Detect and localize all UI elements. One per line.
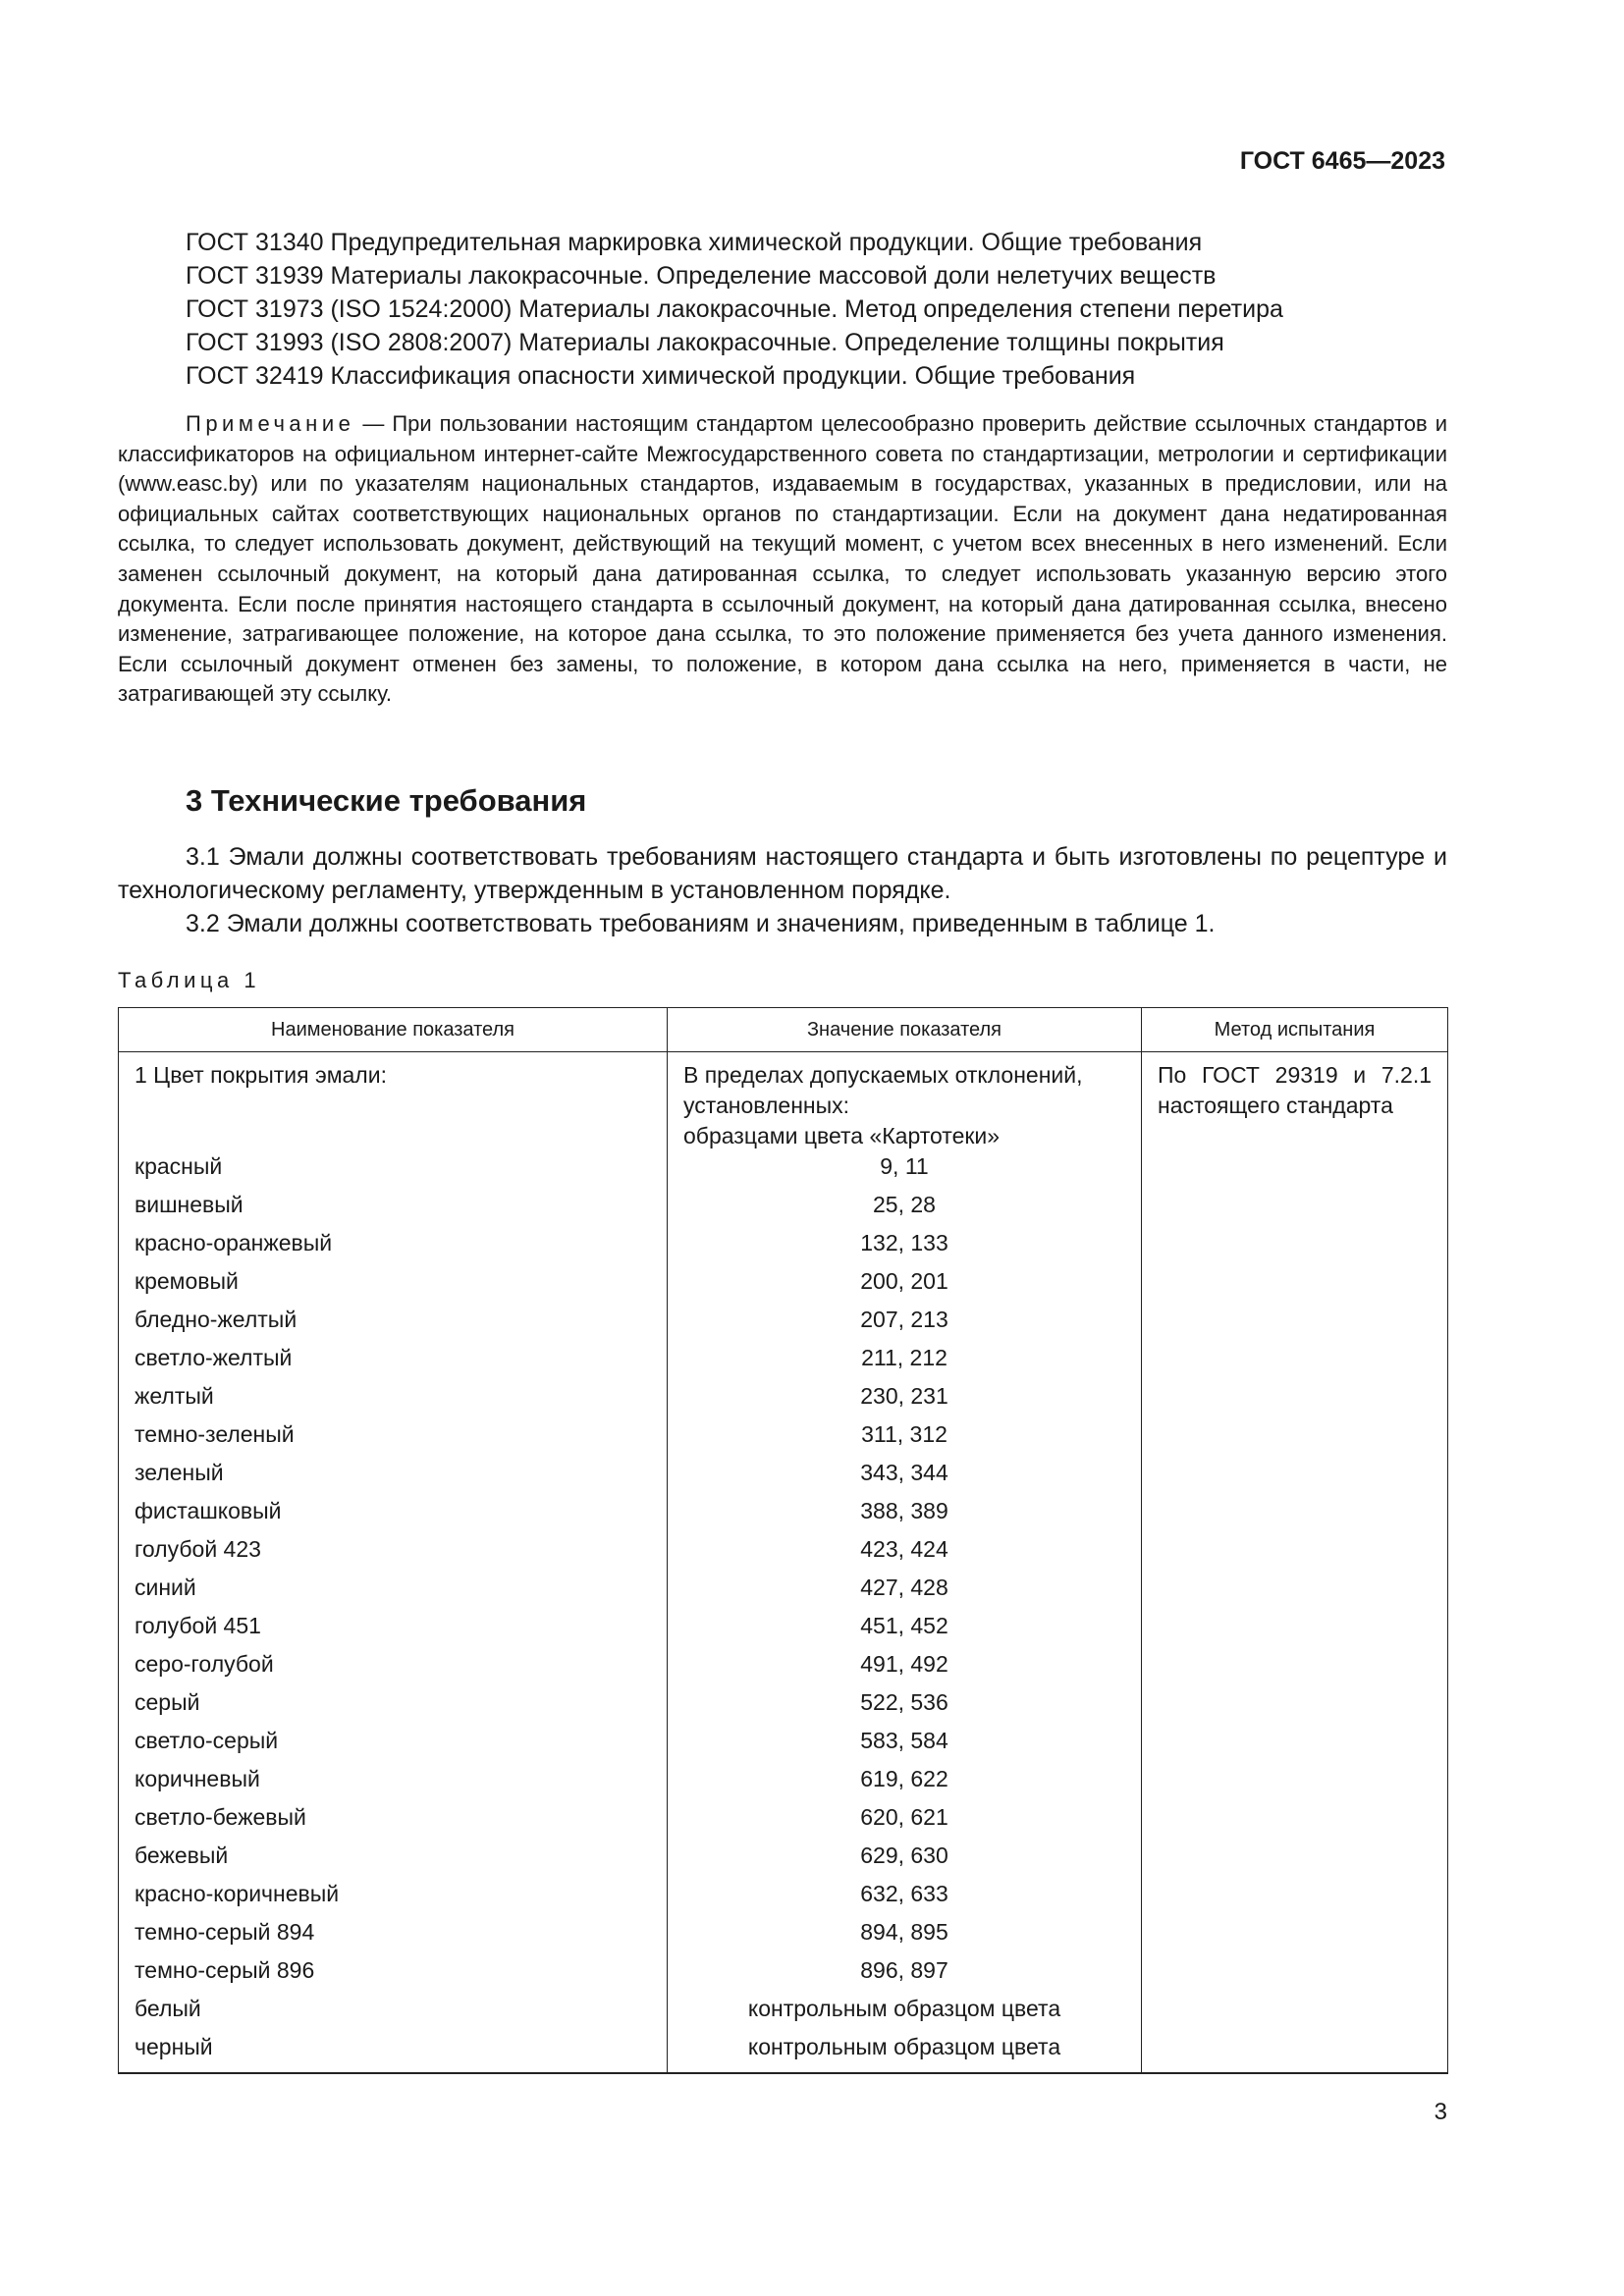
cell-name: серо-голубой bbox=[119, 1649, 668, 1687]
cell-value: 451, 452 bbox=[668, 1611, 1142, 1649]
cell-name: синий bbox=[119, 1573, 668, 1611]
table-row bbox=[119, 1841, 1448, 1879]
table-row bbox=[119, 1802, 1448, 1841]
cell-method bbox=[1142, 1266, 1448, 1305]
table-row bbox=[119, 1151, 1448, 1190]
cell-method: По ГОСТ 29319 и 7.2.1 настоящего стандарта bbox=[1142, 1052, 1448, 1152]
cell-method bbox=[1142, 1955, 1448, 1994]
page-number: 3 bbox=[1434, 2099, 1447, 2125]
cell-name: голубой 451 bbox=[119, 1611, 668, 1649]
table-row bbox=[119, 1764, 1448, 1802]
cell-value: 423, 424 bbox=[668, 1534, 1142, 1573]
table-row bbox=[119, 1496, 1448, 1534]
table-row bbox=[119, 1994, 1448, 2032]
cell-name: вишневый bbox=[119, 1190, 668, 1228]
reference-item: ГОСТ 31340 Предупредительная маркировка химической продукции. Общие требования bbox=[186, 229, 1203, 256]
reference-item: ГОСТ 31973 (ISO 1524:2000) Материалы лакокрасочные. Метод определения степени перетира bbox=[186, 295, 1283, 323]
table-header-row bbox=[119, 1008, 1448, 1052]
cell-name: коричневый bbox=[119, 1764, 668, 1802]
column-header-method: Метод испытания bbox=[1142, 1008, 1448, 1052]
cell-name: бледно-желтый bbox=[119, 1305, 668, 1343]
table-row bbox=[119, 1052, 1448, 1152]
table-row bbox=[119, 1228, 1448, 1266]
reference-item: ГОСТ 31939 Материалы лакокрасочные. Определение массовой доли нелетучих веществ bbox=[186, 262, 1217, 290]
reference-item: ГОСТ 31993 (ISO 2808:2007) Материалы лакокрасочные. Определение толщины покрытия bbox=[186, 329, 1224, 356]
cell-method bbox=[1142, 1190, 1448, 1228]
table-row bbox=[119, 1879, 1448, 1917]
table-row bbox=[119, 1573, 1448, 1611]
section-title: 3 Технические требования bbox=[186, 783, 587, 818]
cell-name: красно-коричневый bbox=[119, 1879, 668, 1917]
cell-value: 211, 212 bbox=[668, 1343, 1142, 1381]
cell-value: 629, 630 bbox=[668, 1841, 1142, 1879]
cell-method bbox=[1142, 1802, 1448, 1841]
cell-value: 230, 231 bbox=[668, 1381, 1142, 1419]
requirements-table bbox=[118, 1007, 1448, 2074]
table-row bbox=[119, 1343, 1448, 1381]
cell-method bbox=[1142, 1726, 1448, 1764]
table-row bbox=[119, 1305, 1448, 1343]
cell-method bbox=[1142, 1611, 1448, 1649]
document-code: ГОСТ 6465—2023 bbox=[1239, 147, 1445, 175]
cell-value: 632, 633 bbox=[668, 1879, 1142, 1917]
cell-method bbox=[1142, 1649, 1448, 1687]
cell-method bbox=[1142, 1573, 1448, 1611]
cell-value: 132, 133 bbox=[668, 1228, 1142, 1266]
note-block bbox=[118, 409, 1447, 710]
table-row bbox=[119, 1419, 1448, 1458]
cell-value: контрольным образцом цвета bbox=[668, 2032, 1142, 2073]
table-row bbox=[119, 1266, 1448, 1305]
cell-method bbox=[1142, 1917, 1448, 1955]
cell-name: 1 Цвет покрытия эмали: bbox=[119, 1052, 668, 1152]
cell-method bbox=[1142, 1879, 1448, 1917]
cell-method bbox=[1142, 1841, 1448, 1879]
note-label: Примечание bbox=[186, 411, 355, 436]
table-row bbox=[119, 1190, 1448, 1228]
table-row bbox=[119, 1458, 1448, 1496]
cell-method bbox=[1142, 1419, 1448, 1458]
cell-method bbox=[1142, 1458, 1448, 1496]
cell-value: 9, 11 bbox=[668, 1151, 1142, 1190]
note-text: — При пользовании настоящим стандартом целесообразно проверить действие ссылочных стандартов и классификаторов на официальном интернет-сайте Межгосударственного совета по стандартизации, метрологии и сертификации (www.easc.by) или по указателям национальных стандартов, издаваемым в государствах, указанных в предисловии, или на официальных сайтах соответствующих национальных органов по стандартизации. Если на документ дана недатированная ссылка, то следует использовать документ, действующий на текущий момент, с учетом всех внесенных в него изменений. Если заменен ссылочный документ, на который дана датированная ссылка, то следует использовать указанную версию этого документа. Если после принятия настоящего стандарта в ссылочный документ, на который дана датированная ссылка, внесено изменение, затрагивающее положение, на которое дана ссылка, то это положение применяется без учета данного изменения. Если ссылочный документ отменен без замены, то положение, в котором дана ссылка на него, применяется в части, не затрагивающей эту ссылку. bbox=[118, 411, 1447, 707]
cell-value: контрольным образцом цвета bbox=[668, 1994, 1142, 2032]
cell-value: В пределах допускаемых отклонений, установленных: образцами цвета «Картотеки» bbox=[668, 1052, 1142, 1152]
cell-name: красно-оранжевый bbox=[119, 1228, 668, 1266]
cell-value: 207, 213 bbox=[668, 1305, 1142, 1343]
cell-method bbox=[1142, 1994, 1448, 2032]
cell-name: кремовый bbox=[119, 1266, 668, 1305]
cell-name: светло-серый bbox=[119, 1726, 668, 1764]
cell-value: 619, 622 bbox=[668, 1764, 1142, 1802]
table-row bbox=[119, 1381, 1448, 1419]
cell-value: 583, 584 bbox=[668, 1726, 1142, 1764]
table-row bbox=[119, 1649, 1448, 1687]
cell-method bbox=[1142, 2032, 1448, 2073]
cell-method bbox=[1142, 1343, 1448, 1381]
table-row bbox=[119, 1687, 1448, 1726]
paragraph-3-1: 3.1 Эмали должны соответствовать требованиям настоящего стандарта и быть изготовлены по рецептуре и технологическому регламенту, утвержденным в установленном порядке. bbox=[118, 843, 1447, 904]
table-row bbox=[119, 1955, 1448, 1994]
column-header-name: Наименование показателя bbox=[119, 1008, 668, 1052]
cell-name: темно-серый 894 bbox=[119, 1917, 668, 1955]
reference-item: ГОСТ 32419 Классификация опасности химической продукции. Общие требования bbox=[186, 362, 1136, 390]
cell-name: фисташковый bbox=[119, 1496, 668, 1534]
cell-name: светло-бежевый bbox=[119, 1802, 668, 1841]
cell-name: белый bbox=[119, 1994, 668, 2032]
cell-value: 200, 201 bbox=[668, 1266, 1142, 1305]
cell-value: 620, 621 bbox=[668, 1802, 1142, 1841]
table-row bbox=[119, 1534, 1448, 1573]
cell-name: желтый bbox=[119, 1381, 668, 1419]
cell-name: голубой 423 bbox=[119, 1534, 668, 1573]
cell-name: красный bbox=[119, 1151, 668, 1190]
paragraph-3-2: 3.2 Эмали должны соответствовать требованиям и значениям, приведенным в таблице 1. bbox=[186, 910, 1216, 937]
cell-value: 343, 344 bbox=[668, 1458, 1142, 1496]
cell-name: светло-желтый bbox=[119, 1343, 668, 1381]
cell-value: 311, 312 bbox=[668, 1419, 1142, 1458]
cell-method bbox=[1142, 1151, 1448, 1190]
cell-value: 427, 428 bbox=[668, 1573, 1142, 1611]
cell-method bbox=[1142, 1496, 1448, 1534]
cell-name: серый bbox=[119, 1687, 668, 1726]
cell-value: 522, 536 bbox=[668, 1687, 1142, 1726]
cell-name: зеленый bbox=[119, 1458, 668, 1496]
table-row bbox=[119, 1917, 1448, 1955]
cell-value: 896, 897 bbox=[668, 1955, 1142, 1994]
table-row bbox=[119, 1611, 1448, 1649]
cell-value: 388, 389 bbox=[668, 1496, 1142, 1534]
cell-value: 894, 895 bbox=[668, 1917, 1142, 1955]
cell-value: 25, 28 bbox=[668, 1190, 1142, 1228]
cell-method bbox=[1142, 1687, 1448, 1726]
cell-value: 491, 492 bbox=[668, 1649, 1142, 1687]
column-header-value: Значение показателя bbox=[668, 1008, 1142, 1052]
table-row bbox=[119, 1726, 1448, 1764]
table-row bbox=[119, 2032, 1448, 2073]
cell-method bbox=[1142, 1305, 1448, 1343]
cell-method bbox=[1142, 1228, 1448, 1266]
cell-name: темно-серый 896 bbox=[119, 1955, 668, 1994]
table-caption: Таблица 1 bbox=[118, 968, 261, 992]
cell-name: бежевый bbox=[119, 1841, 668, 1879]
cell-name: темно-зеленый bbox=[119, 1419, 668, 1458]
cell-method bbox=[1142, 1764, 1448, 1802]
cell-method bbox=[1142, 1381, 1448, 1419]
reference-list bbox=[186, 226, 1283, 393]
cell-name: черный bbox=[119, 2032, 668, 2073]
cell-method bbox=[1142, 1534, 1448, 1573]
